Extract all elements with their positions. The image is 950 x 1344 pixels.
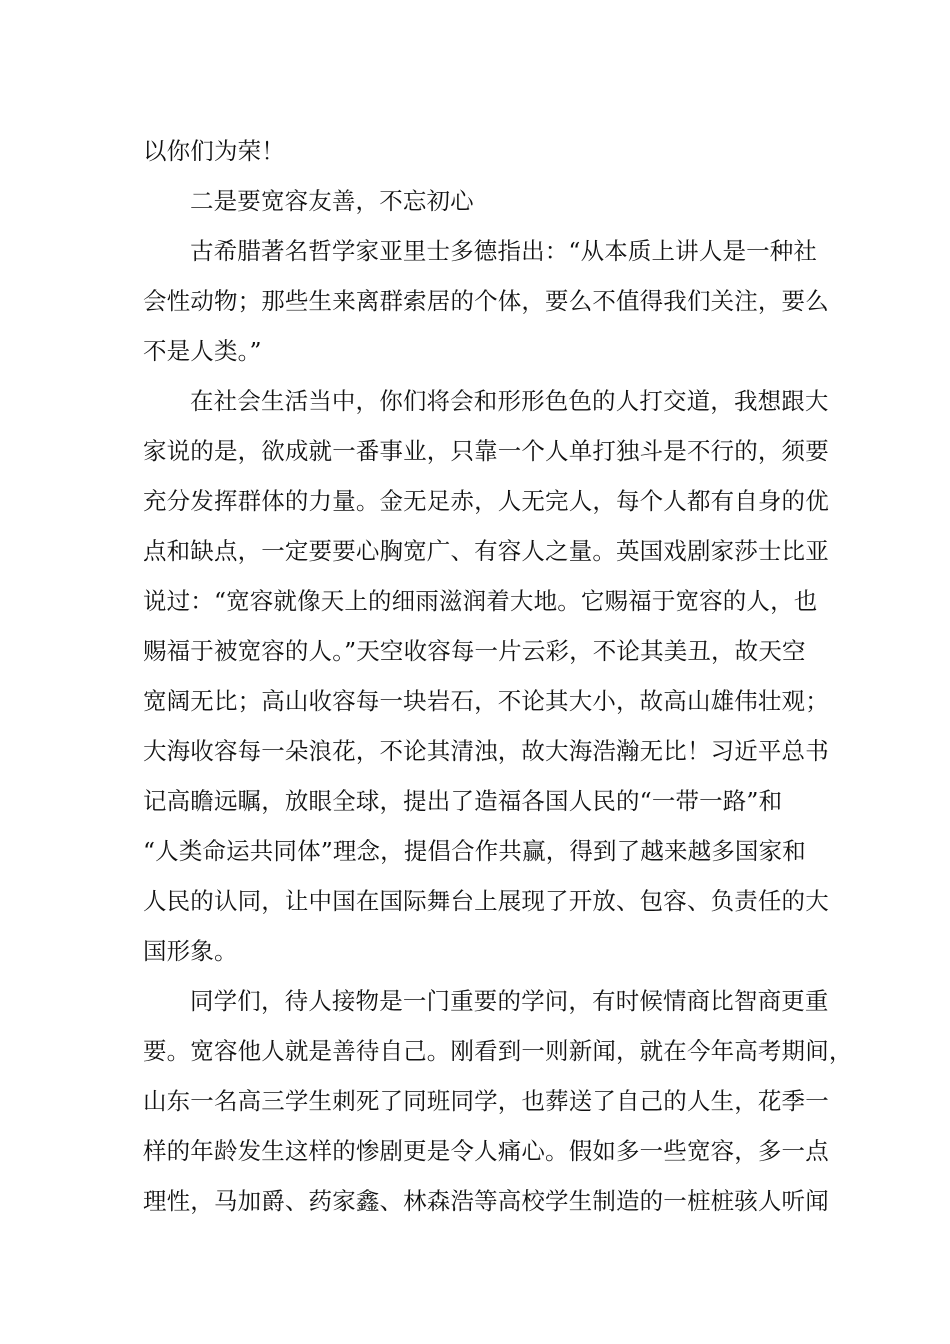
text-line: 在社会生活当中，你们将会和形形色色的人打交道，我想跟大	[190, 387, 829, 415]
text-line: 人民的认同，让中国在国际舞台上展现了开放、包容、负责任的大	[143, 887, 829, 915]
text-line: 同学们，待人接物是一门重要的学问，有时候情商比智商更重	[190, 987, 829, 1015]
text-line: 国形象。	[143, 937, 238, 965]
text-line: 山东一名高三学生刺死了同班同学，也葬送了自己的人生，花季一	[143, 1087, 829, 1115]
text-line: 样的年龄发生这样的惨剧更是令人痛心。假如多一些宽容，多一点	[143, 1137, 829, 1165]
text-line: 大海收容每一朵浪花，不论其清浊，故大海浩瀚无比！习近平总书	[143, 737, 829, 765]
text-line: “人类命运共同体”理念，提倡合作共赢，得到了越来越多国家和	[143, 837, 806, 865]
text-line: 说过：“宽容就像天上的细雨滋润着大地。它赐福于宽容的人，也	[143, 587, 818, 615]
text-line: 古希腊著名哲学家亚里士多德指出：“从本质上讲人是一种社	[190, 237, 818, 265]
text-line: 充分发挥群体的力量。金无足赤，人无完人，每个人都有自身的优	[143, 487, 829, 515]
text-line: 理性，马加爵、药家鑫、林森浩等高校学生制造的一桩桩骇人听闻	[143, 1187, 829, 1215]
text-line: 记高瞻远瞩，放眼全球，提出了造福各国人民的“一带一路”和	[143, 787, 783, 815]
text-line: 赐福于被宽容的人。”天空收容每一片云彩，不论其美丑，故天空	[143, 637, 806, 665]
text-line: 家说的是，欲成就一番事业，只靠一个人单打独斗是不行的，须要	[143, 437, 829, 465]
text-line: 宽阔无比；高山收容每一块岩石，不论其大小，故高山雄伟壮观；	[143, 687, 829, 715]
text-line: 以你们为荣！	[143, 137, 285, 165]
text-line: 要。宽容他人就是善待自己。刚看到一则新闻，就在今年高考期间，	[143, 1037, 853, 1065]
text-line: 不是人类。”	[143, 337, 262, 365]
section-heading: 二是要宽容友善，不忘初心	[190, 187, 474, 215]
text-line: 点和缺点，一定要要心胸宽广、有容人之量。英国戏剧家莎士比亚	[143, 537, 829, 565]
text-line: 会性动物；那些生来离群索居的个体，要么不值得我们关注，要么	[143, 287, 829, 315]
